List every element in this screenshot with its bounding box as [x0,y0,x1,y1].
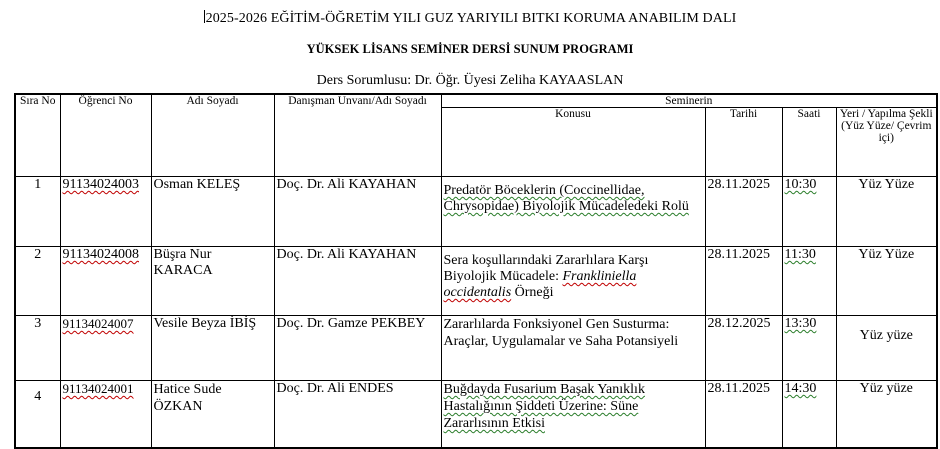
cell-yeri: Yüz yüze [836,381,937,449]
time-text: 10:30 [784,177,817,192]
cell-konusu [441,381,705,449]
cell-tarihi: 28.11.2025 [705,381,782,449]
topic-text: Sera koşullarındaki Zararlılara Karşı Biyolojik Mücadele: [443,253,649,284]
cell-saati [782,316,836,381]
cell-danisman: Doç. Dr. Gamze PEKBEY [274,316,441,381]
cell-saati [782,381,836,449]
cell-ogrenci-no [60,247,151,316]
cell-sira: 3 [15,316,60,381]
col-group-seminerin: Seminerin [441,94,937,108]
cell-danisman: Doç. Dr. Ali KAYAHAN [274,177,441,247]
student-number: 91134024001 [62,381,134,396]
cell-sira: 4 [15,381,60,449]
col-header-ogrenci-no: Öğrenci No [60,94,151,177]
cell-tarihi: 28.12.2025 [705,316,782,381]
header-row-group [15,94,937,108]
cell-yeri: Yüz Yüze [836,177,937,247]
time-text: 11:30 [784,247,816,262]
table-row [15,316,937,381]
time-text: 14:30 [784,381,817,396]
cell-danisman: Doç. Dr. Ali ENDES [274,381,441,449]
document-subtitle: YÜKSEK LİSANS SEMİNER DERSİ SUNUM PROGRAMI [306,42,634,56]
col-header-adi-soyadi: Adı Soyadı [151,94,274,177]
cell-sira: 2 [15,247,60,316]
cell-tarihi: 28.11.2025 [705,177,782,247]
table-row [15,247,937,316]
col-header-tarihi: Tarihi [705,108,782,177]
cell-saati [782,247,836,316]
topic-text: Predatör Böceklerin (Coccinellidae, Chrysopidae) Biyolojik Mücadeledeki Rolü [443,183,689,214]
document-title [0,10,940,27]
cell-yeri: Yüz Yüze [836,247,937,316]
table-row [15,381,937,449]
cell-saati [782,177,836,247]
cell-konusu [441,247,705,316]
cell-konusu [441,177,705,247]
cell-yeri: Yüz yüze [836,316,937,381]
cell-sira: 1 [15,177,60,247]
cell-ogrenci-no [60,316,151,381]
col-header-konusu: Konusu [441,108,705,177]
seminar-schedule-table [14,93,938,449]
cell-konusu: Zararlılarda Fonksiyonel Gen Susturma: Araçlar, Uygulamalar ve Saha Potansiyeli [441,316,705,381]
responsible-label: Ders Sorumlusu: [316,73,412,88]
cell-danisman: Doç. Dr. Ali KAYAHAN [274,247,441,316]
col-header-danisman: Danışman Unvanı/Adı Soyadı [274,94,441,177]
cell-adi-soyadi: Büşra Nur KARACA [151,247,274,316]
cell-ogrenci-no [60,381,151,449]
col-header-sira: Sıra No [15,94,60,177]
topic-text: Buğdayda Fusarium Başak Yanıklık Hastalığının Şiddeti Üzerine: Süne Zararlısının Etkisi [443,382,645,431]
table-row [15,177,937,247]
topic-text-end: Örneği [511,285,554,300]
time-text: 13:30 [784,316,817,331]
cell-adi-soyadi: Osman KELEŞ [151,177,274,247]
responsible-name: Dr. Öğr. Üyesi Zeliha KAYAASLAN [414,73,624,88]
student-number: 91134024007 [62,316,134,331]
col-header-yeri: Yeri / Yapılma Şekli (Yüz Yüze/ Çevrim içi) [836,108,937,177]
cell-adi-soyadi: Vesile Beyza İBİŞ [151,316,274,381]
cell-ogrenci-no [60,177,151,247]
col-header-saati: Saati [782,108,836,177]
course-responsible [0,73,940,89]
topic-species: Frankliniella occidentalis [443,269,637,300]
student-number: 91134024008 [62,247,139,262]
text-cursor [204,10,205,23]
cell-tarihi: 28.11.2025 [705,247,782,316]
student-number: 91134024003 [62,177,139,192]
cell-adi-soyadi: Hatice Sude ÖZKAN [151,381,274,449]
document-title-text: 2025-2026 EĞİTİM-ÖĞRETİM YILI GUZ YARIYILI BITKI KORUMA ANABILIM DALI [205,11,737,26]
